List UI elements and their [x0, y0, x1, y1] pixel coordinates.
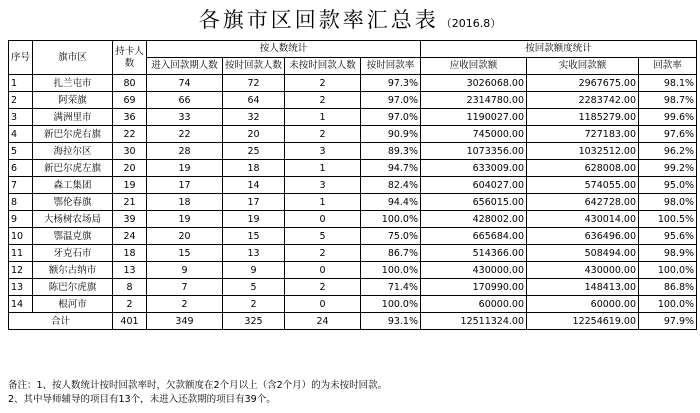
cell-receivable: 665684.00 [421, 228, 527, 245]
cell-region: 扎兰屯市 [33, 75, 113, 92]
header-ontime-rate: 按时回款率 [361, 58, 421, 75]
cell-ontime: 14 [223, 177, 285, 194]
cell-ontime-rate: 97.0% [361, 92, 421, 109]
cell-return-rate: 98.7% [639, 92, 697, 109]
cell-receivable: 745000.00 [421, 126, 527, 143]
cell-received: 574055.00 [527, 177, 639, 194]
page-subtitle: （2016.8） [440, 17, 502, 30]
cell-entered: 18 [147, 194, 223, 211]
table-row [9, 109, 697, 126]
cell-region: 陈巴尔虎旗 [33, 279, 113, 296]
cell-ontime-rate: 75.0% [361, 228, 421, 245]
cell-seq: 10 [9, 228, 33, 245]
header-ontime: 按时回款人数 [223, 58, 285, 75]
cell-return-rate: 95.6% [639, 228, 697, 245]
cell-holders: 30 [113, 143, 147, 160]
cell-ontime-rate: 94.4% [361, 194, 421, 211]
cell-entered: 17 [147, 177, 223, 194]
cell-not-ontime: 1 [285, 109, 361, 126]
cell-holders: 21 [113, 194, 147, 211]
header-holders: 持卡人数 [113, 41, 147, 75]
cell-not-ontime: 3 [285, 143, 361, 160]
cell-return-rate: 98.9% [639, 245, 697, 262]
cell-entered: 2 [147, 296, 223, 313]
cell-received: 430014.00 [527, 211, 639, 228]
cell-receivable: 633009.00 [421, 160, 527, 177]
table-row [9, 194, 697, 211]
total-received: 12254619.00 [527, 313, 639, 330]
total-ontime: 325 [223, 313, 285, 330]
cell-receivable: 3026068.00 [421, 75, 527, 92]
cell-received: 642728.00 [527, 194, 639, 211]
cell-received: 508494.00 [527, 245, 639, 262]
cell-holders: 36 [113, 109, 147, 126]
cell-ontime: 32 [223, 109, 285, 126]
cell-ontime: 15 [223, 228, 285, 245]
cell-not-ontime: 0 [285, 296, 361, 313]
total-label: 合计 [9, 313, 113, 330]
note-line-1: 备注：1、按人数统计按时回款率时，欠款额度在2个月以上（含2个月）的为未按时回款。 [8, 380, 388, 391]
cell-ontime-rate: 89.3% [361, 143, 421, 160]
cell-entered: 74 [147, 75, 223, 92]
table-row [9, 75, 697, 92]
cell-holders: 80 [113, 75, 147, 92]
cell-region: 新巴尔虎右旗 [33, 126, 113, 143]
cell-entered: 15 [147, 245, 223, 262]
header-group-people: 按人数统计 [147, 41, 421, 58]
cell-seq: 11 [9, 245, 33, 262]
cell-receivable: 604027.00 [421, 177, 527, 194]
header-seq: 序号 [9, 41, 33, 75]
cell-receivable: 1073356.00 [421, 143, 527, 160]
cell-ontime-rate: 100.0% [361, 262, 421, 279]
cell-return-rate: 100.0% [639, 262, 697, 279]
total-entered: 349 [147, 313, 223, 330]
cell-entered: 33 [147, 109, 223, 126]
table-row [9, 279, 697, 296]
table-row [9, 126, 697, 143]
cell-holders: 2 [113, 296, 147, 313]
cell-receivable: 656015.00 [421, 194, 527, 211]
table-row [9, 177, 697, 194]
cell-not-ontime: 2 [285, 75, 361, 92]
cell-receivable: 60000.00 [421, 296, 527, 313]
cell-holders: 13 [113, 262, 147, 279]
cell-entered: 19 [147, 211, 223, 228]
cell-seq: 12 [9, 262, 33, 279]
cell-holders: 24 [113, 228, 147, 245]
cell-holders: 20 [113, 160, 147, 177]
cell-seq: 8 [9, 194, 33, 211]
table-row [9, 160, 697, 177]
table-row [9, 245, 697, 262]
cell-received: 1032512.00 [527, 143, 639, 160]
header-not-ontime: 未按时回款人数 [285, 58, 361, 75]
cell-return-rate: 96.2% [639, 143, 697, 160]
header-received: 实收回款额 [527, 58, 639, 75]
cell-return-rate: 98.0% [639, 194, 697, 211]
header-region: 旗市区 [33, 41, 113, 75]
total-ontime-rate: 93.1% [361, 313, 421, 330]
table-row [9, 228, 697, 245]
cell-entered: 7 [147, 279, 223, 296]
cell-not-ontime: 0 [285, 262, 361, 279]
cell-ontime-rate: 97.3% [361, 75, 421, 92]
cell-return-rate: 95.0% [639, 177, 697, 194]
table-row [9, 211, 697, 228]
cell-received: 636496.00 [527, 228, 639, 245]
total-receivable: 12511324.00 [421, 313, 527, 330]
cell-ontime-rate: 82.4% [361, 177, 421, 194]
cell-return-rate: 100.5% [639, 211, 697, 228]
cell-ontime: 20 [223, 126, 285, 143]
cell-ontime-rate: 100.0% [361, 296, 421, 313]
cell-ontime: 2 [223, 296, 285, 313]
cell-not-ontime: 1 [285, 160, 361, 177]
cell-seq: 1 [9, 75, 33, 92]
cell-receivable: 2314780.00 [421, 92, 527, 109]
cell-not-ontime: 1 [285, 194, 361, 211]
cell-ontime-rate: 86.7% [361, 245, 421, 262]
header-entered: 进入回款期人数 [147, 58, 223, 75]
notes [8, 379, 387, 407]
header-group-amount: 按回款额度统计 [421, 41, 697, 58]
total-return-rate: 97.9% [639, 313, 697, 330]
cell-region: 海拉尔区 [33, 143, 113, 160]
cell-ontime: 13 [223, 245, 285, 262]
total-row [9, 313, 697, 330]
report-table [8, 40, 697, 330]
cell-seq: 4 [9, 126, 33, 143]
cell-entered: 66 [147, 92, 223, 109]
cell-region: 阿荣旗 [33, 92, 113, 109]
table-row [9, 262, 697, 279]
note-line-2: 2、其中导师辅导的项目有13个，未进入还款期的项目有39个。 [8, 394, 276, 405]
cell-seq: 13 [9, 279, 33, 296]
cell-entered: 19 [147, 160, 223, 177]
cell-receivable: 428002.00 [421, 211, 527, 228]
cell-ontime: 25 [223, 143, 285, 160]
cell-region: 牙克石市 [33, 245, 113, 262]
cell-seq: 5 [9, 143, 33, 160]
cell-seq: 6 [9, 160, 33, 177]
cell-not-ontime: 2 [285, 279, 361, 296]
cell-region: 新巴尔虎左旗 [33, 160, 113, 177]
cell-ontime-rate: 90.9% [361, 126, 421, 143]
table-body [9, 75, 697, 330]
header-return-rate: 回款率 [639, 58, 697, 75]
cell-not-ontime: 2 [285, 245, 361, 262]
table-row [9, 143, 697, 160]
cell-region: 鄂温克旗 [33, 228, 113, 245]
cell-received: 1185279.00 [527, 109, 639, 126]
cell-seq: 2 [9, 92, 33, 109]
cell-receivable: 170990.00 [421, 279, 527, 296]
cell-region: 森工集团 [33, 177, 113, 194]
title-row [0, 0, 700, 40]
cell-received: 727183.00 [527, 126, 639, 143]
cell-holders: 39 [113, 211, 147, 228]
header-receivable: 应收回款额 [421, 58, 527, 75]
cell-ontime-rate: 94.7% [361, 160, 421, 177]
cell-received: 2283742.00 [527, 92, 639, 109]
cell-ontime: 19 [223, 211, 285, 228]
cell-seq: 9 [9, 211, 33, 228]
cell-ontime-rate: 100.0% [361, 211, 421, 228]
cell-holders: 69 [113, 92, 147, 109]
cell-received: 148413.00 [527, 279, 639, 296]
cell-ontime: 17 [223, 194, 285, 211]
cell-not-ontime: 5 [285, 228, 361, 245]
cell-receivable: 514366.00 [421, 245, 527, 262]
total-holders: 401 [113, 313, 147, 330]
cell-seq: 7 [9, 177, 33, 194]
cell-region: 大杨树农场局 [33, 211, 113, 228]
cell-ontime: 72 [223, 75, 285, 92]
total-not-ontime: 24 [285, 313, 361, 330]
cell-ontime-rate: 97.0% [361, 109, 421, 126]
cell-ontime: 18 [223, 160, 285, 177]
cell-holders: 8 [113, 279, 147, 296]
page-title: 各旗市区回款率汇总表 [198, 8, 439, 32]
cell-received: 628008.00 [527, 160, 639, 177]
cell-ontime: 5 [223, 279, 285, 296]
cell-region: 满洲里市 [33, 109, 113, 126]
cell-seq: 3 [9, 109, 33, 126]
cell-not-ontime: 2 [285, 92, 361, 109]
cell-return-rate: 99.2% [639, 160, 697, 177]
cell-return-rate: 98.1% [639, 75, 697, 92]
cell-receivable: 430000.00 [421, 262, 527, 279]
cell-holders: 22 [113, 126, 147, 143]
cell-holders: 18 [113, 245, 147, 262]
cell-return-rate: 86.8% [639, 279, 697, 296]
cell-not-ontime: 2 [285, 126, 361, 143]
cell-received: 2967675.00 [527, 75, 639, 92]
cell-received: 430000.00 [527, 262, 639, 279]
cell-seq: 14 [9, 296, 33, 313]
table-row [9, 92, 697, 109]
cell-entered: 9 [147, 262, 223, 279]
table-row [9, 296, 697, 313]
cell-region: 鄂伦春旗 [33, 194, 113, 211]
cell-return-rate: 100.0% [639, 296, 697, 313]
cell-entered: 28 [147, 143, 223, 160]
cell-ontime: 64 [223, 92, 285, 109]
cell-ontime: 9 [223, 262, 285, 279]
cell-received: 60000.00 [527, 296, 639, 313]
cell-not-ontime: 3 [285, 177, 361, 194]
cell-return-rate: 97.6% [639, 126, 697, 143]
cell-holders: 19 [113, 177, 147, 194]
cell-region: 根河市 [33, 296, 113, 313]
cell-entered: 22 [147, 126, 223, 143]
cell-return-rate: 99.6% [639, 109, 697, 126]
cell-region: 额尔古纳市 [33, 262, 113, 279]
cell-ontime-rate: 71.4% [361, 279, 421, 296]
cell-entered: 20 [147, 228, 223, 245]
cell-not-ontime: 0 [285, 211, 361, 228]
cell-receivable: 1190027.00 [421, 109, 527, 126]
